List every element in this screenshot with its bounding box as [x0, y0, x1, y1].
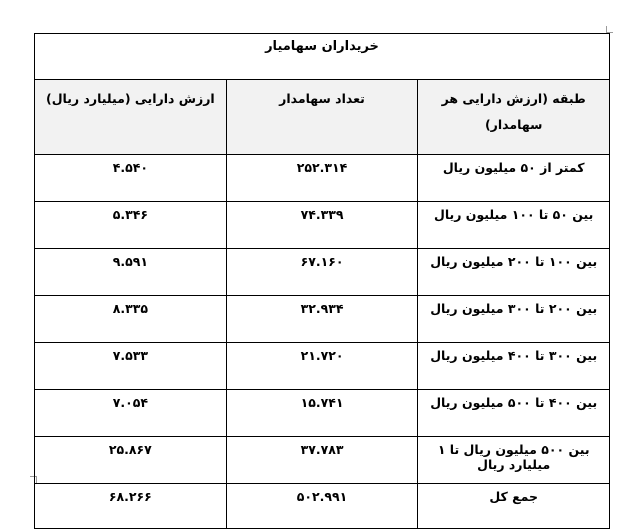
cell-value: ۵.۳۴۶ [35, 202, 227, 249]
cell-value: ۹.۵۹۱ [35, 249, 227, 296]
table-row [35, 343, 610, 390]
cell-count: ۳۲.۹۳۴ [226, 296, 418, 343]
header-value: ارزش دارایی (میلیارد ریال) [35, 80, 227, 155]
table-row [35, 296, 610, 343]
cell-count: ۲۱.۷۲۰ [226, 343, 418, 390]
cell-class: بین ۵۰ تا ۱۰۰ میلیون ریال [418, 202, 610, 249]
cell-class: بین ۲۰۰ تا ۳۰۰ میلیون ریال [418, 296, 610, 343]
table-row [35, 249, 610, 296]
table-row [35, 155, 610, 202]
cell-count: ۳۷.۷۸۳ [226, 437, 418, 484]
shareholders-table [34, 33, 610, 529]
table-row [35, 437, 610, 484]
cell-class: بین ۳۰۰ تا ۴۰۰ میلیون ریال [418, 343, 610, 390]
cell-count: ۷۴.۳۳۹ [226, 202, 418, 249]
cell-count: ۶۷.۱۶۰ [226, 249, 418, 296]
cell-class: کمتر از ۵۰ میلیون ریال [418, 155, 610, 202]
total-label: جمع کل [418, 484, 610, 529]
cell-value: ۷.۰۵۴ [35, 390, 227, 437]
cell-count: ۲۵۲.۳۱۴ [226, 155, 418, 202]
total-row [35, 484, 610, 529]
cell-value: ۷.۵۳۳ [35, 343, 227, 390]
cell-class: بین ۴۰۰ تا ۵۰۰ میلیون ریال [418, 390, 610, 437]
cell-value: ۲۵.۸۶۷ [35, 437, 227, 484]
crop-mark-top-right [606, 26, 613, 33]
total-value: ۶۸.۲۶۶ [35, 484, 227, 529]
table-title: خریداران سهامیار [35, 34, 610, 80]
cell-class: بین ۱۰۰ تا ۲۰۰ میلیون ریال [418, 249, 610, 296]
cell-count: ۱۵.۷۴۱ [226, 390, 418, 437]
table-row [35, 390, 610, 437]
total-count: ۵۰۲.۹۹۱ [226, 484, 418, 529]
header-count: تعداد سهامدار [226, 80, 418, 155]
table-row [35, 202, 610, 249]
cell-class: بین ۵۰۰ میلیون ریال تا ۱ میلیارد ریال [418, 437, 610, 484]
cell-value: ۴.۵۴۰ [35, 155, 227, 202]
cell-value: ۸.۳۳۵ [35, 296, 227, 343]
title-row [35, 34, 610, 80]
header-row [35, 80, 610, 155]
header-class: طبقه (ارزش دارایی هر سهامدار) [418, 80, 610, 155]
